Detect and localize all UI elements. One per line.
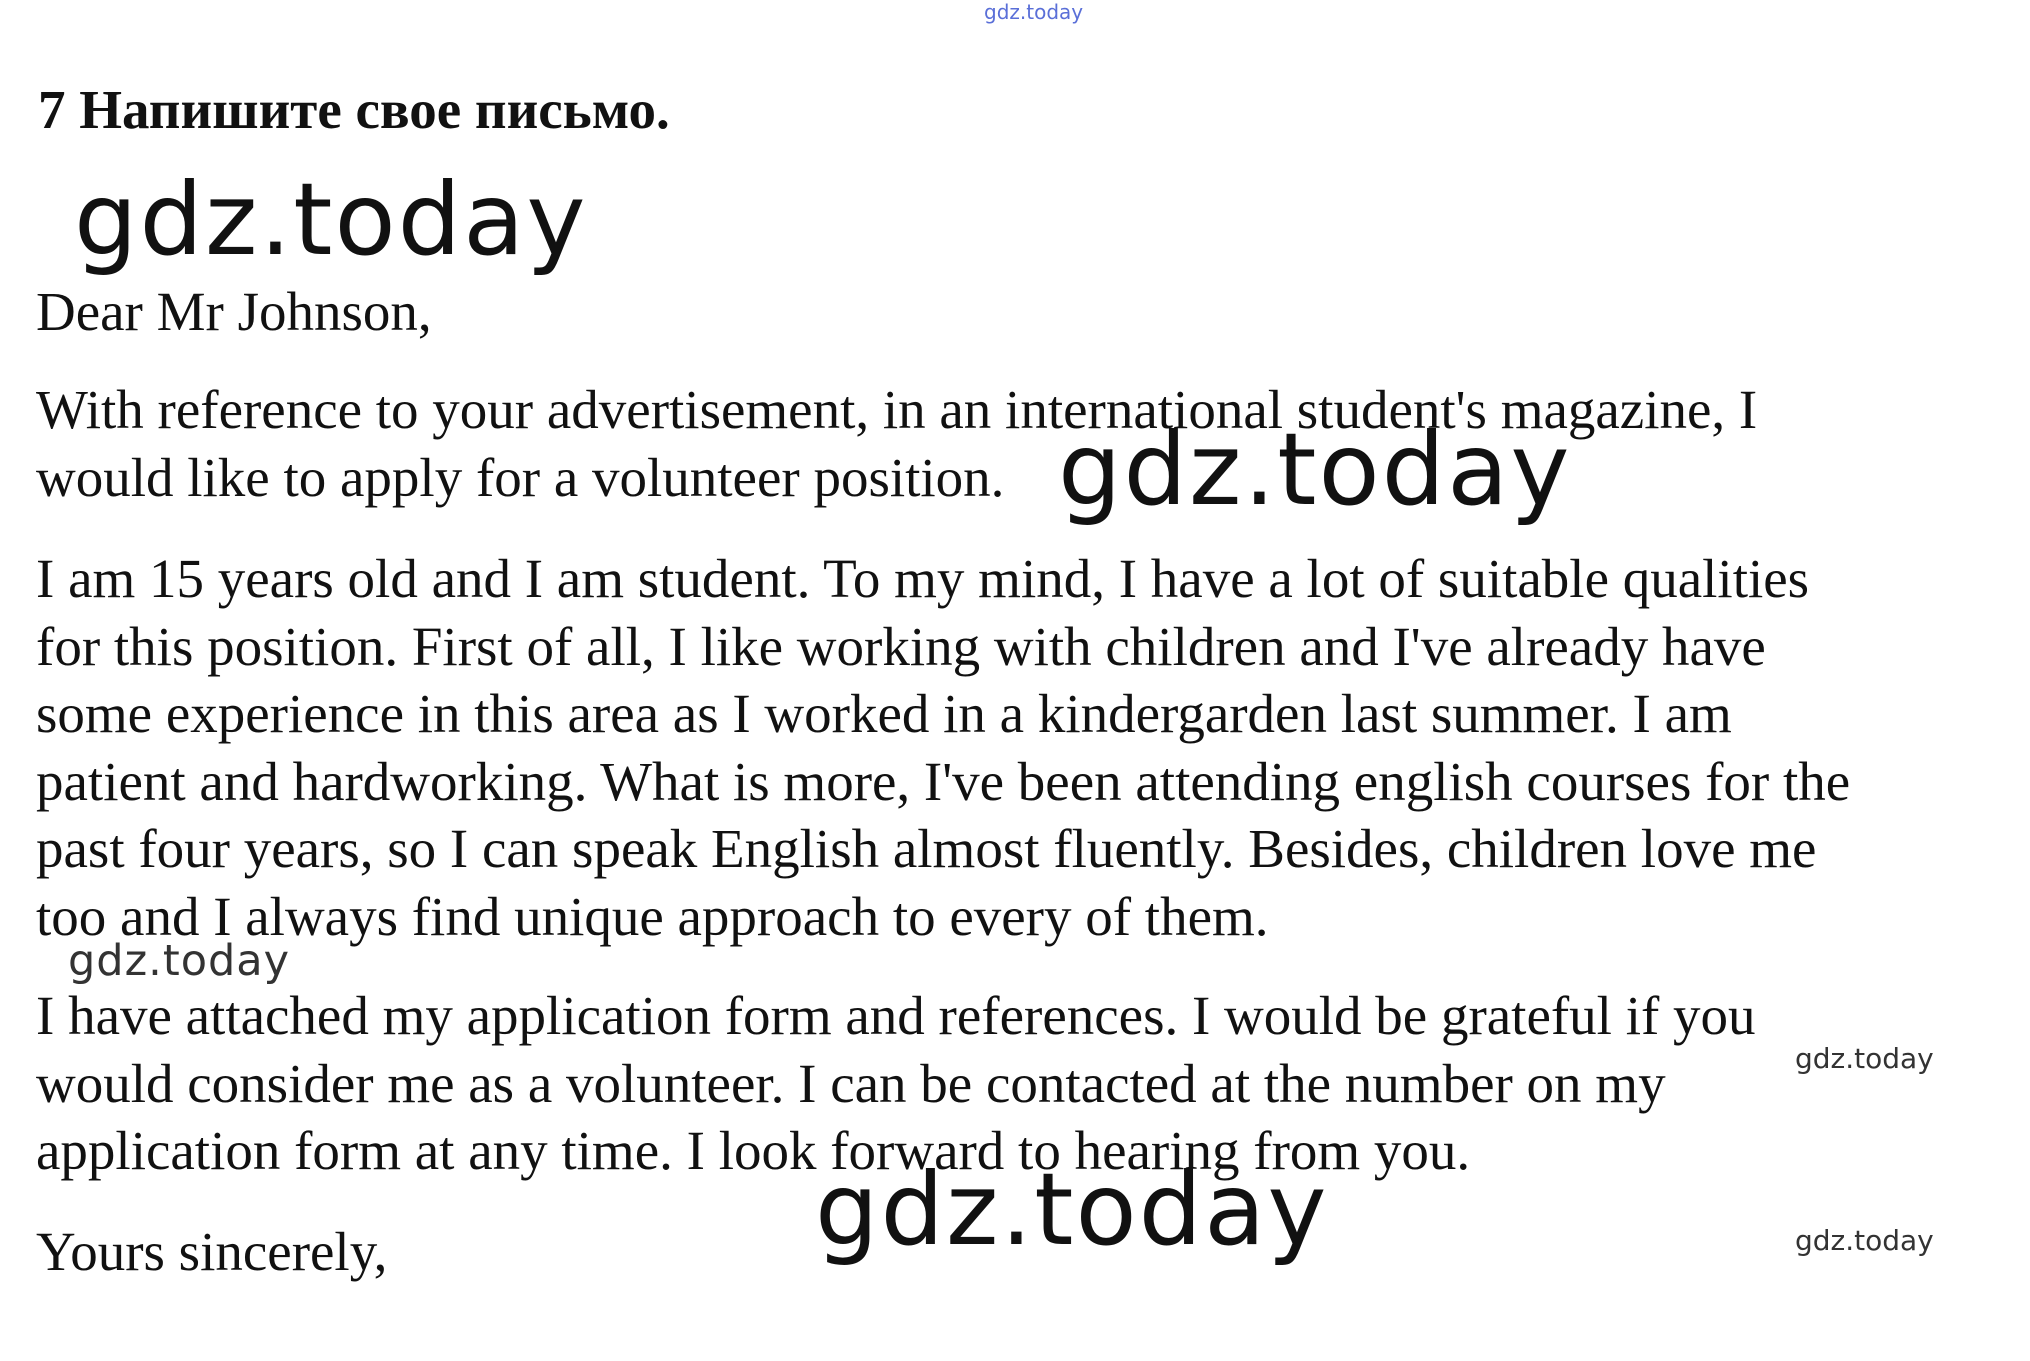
- paragraph-line: would consider me as a volunteer. I can be contacted at the number on my: [36, 1052, 1666, 1114]
- paragraph-line: for this position. First of all, I like working with children and I've already have: [36, 615, 1766, 677]
- exercise-heading: 7 Напишите свое письмо.: [38, 79, 670, 140]
- paragraph-line: I have attached my application form and references. I would be grateful if you: [36, 985, 1756, 1046]
- paragraph-line: too and I always find unique approach to every of them.: [36, 885, 1269, 947]
- watermark-top: gdz.today: [984, 0, 1084, 24]
- paragraph-line: would like to apply for a volunteer position.: [36, 446, 1005, 508]
- paragraph-line: application form at any time. I look forward to hearing from you.: [36, 1120, 1471, 1181]
- letter-paragraph-2: [36, 545, 2026, 950]
- watermark-small: gdz.today: [68, 936, 291, 986]
- closing-text: Yours sincerely,: [36, 1221, 388, 1282]
- paragraph-line: With reference to your advertisement, in an international student's magazine, I: [36, 379, 1758, 440]
- paragraph-line: patient and hardworking. What is more, I've been attending english courses for the: [36, 750, 1851, 812]
- watermark-small: gdz.today: [1795, 1224, 1934, 1257]
- salutation-text: Dear Mr Johnson,: [36, 281, 432, 342]
- watermark-small: gdz.today: [1795, 1042, 1934, 1075]
- watermark-large: gdz.today: [815, 1151, 1329, 1268]
- letter-salutation: [36, 278, 2026, 346]
- watermark-large: gdz.today: [74, 161, 588, 278]
- letter-paragraph-1: [36, 376, 2026, 511]
- paragraph-line: past four years, so I can speak English almost fluently. Besides, children love me: [36, 818, 1817, 879]
- watermark-large: gdz.today: [1058, 411, 1572, 528]
- paragraph-line: I am 15 years old and I am student. To my mind, I have a lot of suitable qualities: [36, 548, 1810, 609]
- paragraph-line: some experience in this area as I worked in a kindergarden last summer. I am: [36, 683, 1732, 744]
